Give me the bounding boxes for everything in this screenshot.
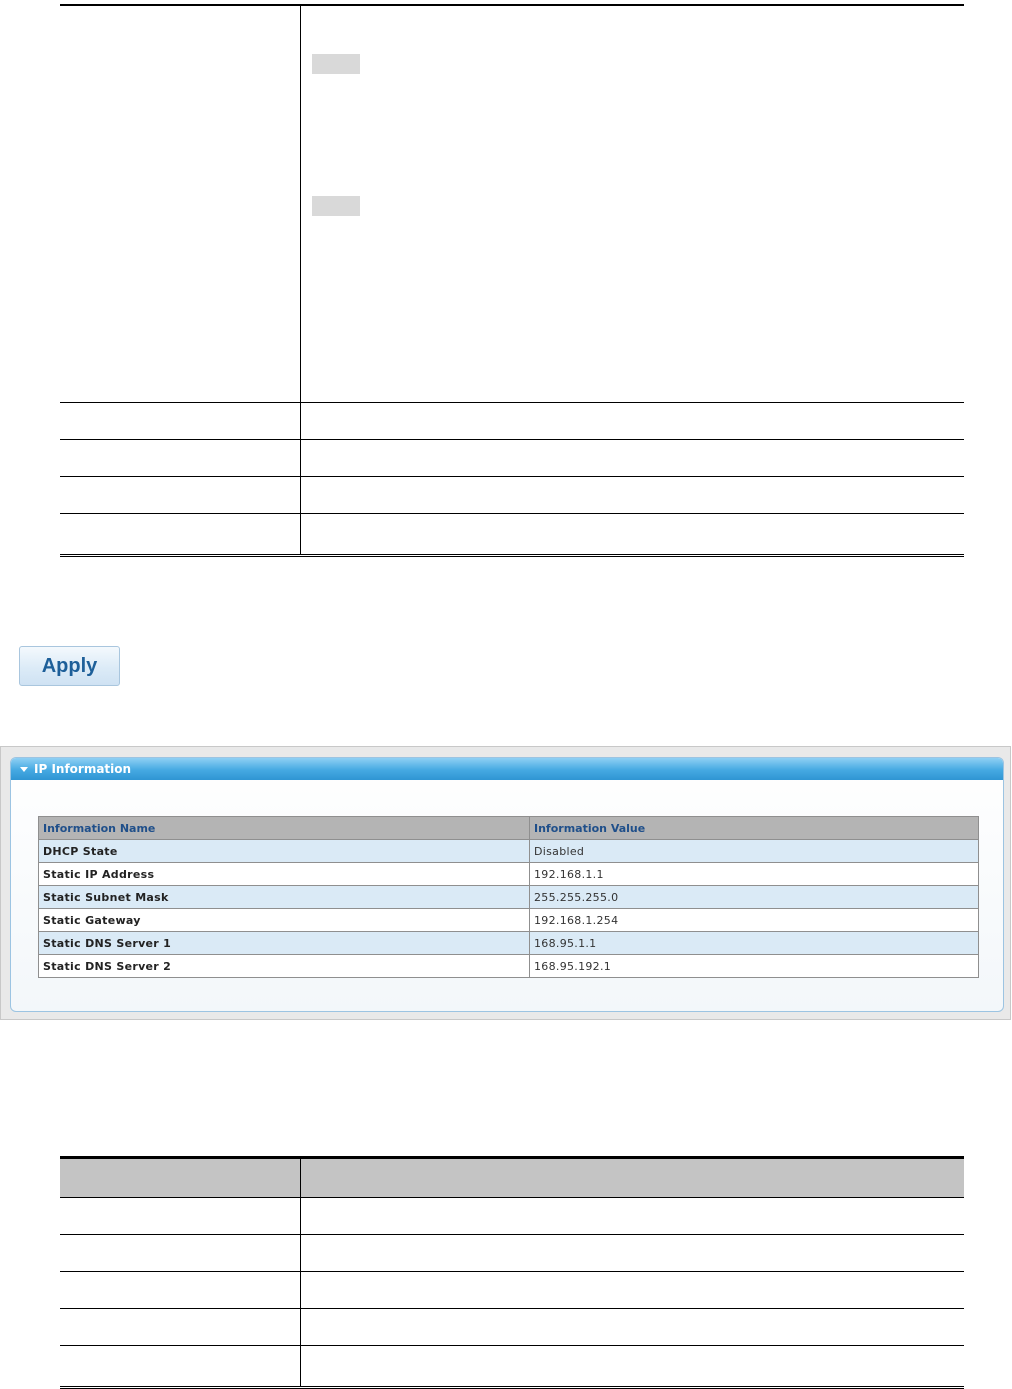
info-name: Static Gateway [39, 909, 530, 932]
row-divider [60, 402, 964, 403]
info-value: Disabled [530, 840, 979, 863]
info-value: 192.168.1.1 [530, 863, 979, 886]
row-divider [60, 1271, 964, 1272]
table-row [39, 932, 979, 955]
info-value: 168.95.1.1 [530, 932, 979, 955]
description-table-top [60, 4, 964, 557]
note-label-box [312, 54, 360, 74]
apply-button[interactable]: Apply [19, 646, 120, 686]
triangle-down-icon[interactable] [20, 767, 28, 772]
table-row [39, 886, 979, 909]
info-name: DHCP State [39, 840, 530, 863]
info-value: 192.168.1.254 [530, 909, 979, 932]
info-name: Static IP Address [39, 863, 530, 886]
column-header-name: Information Name [39, 817, 530, 840]
row-divider [60, 1345, 964, 1346]
ip-information-table [38, 816, 979, 978]
info-name: Static DNS Server 1 [39, 932, 530, 955]
table-row [39, 955, 979, 978]
description-table-bottom [60, 1156, 964, 1389]
note-label-box [312, 196, 360, 216]
table-row [39, 840, 979, 863]
table-row [39, 863, 979, 886]
info-value: 255.255.255.0 [530, 886, 979, 909]
row-divider [60, 439, 964, 440]
panel-title: IP Information [34, 762, 132, 776]
row-divider [60, 1197, 964, 1198]
row-divider [60, 513, 964, 514]
ip-information-panel [10, 757, 1004, 1012]
ip-information-frame [0, 746, 1011, 1020]
row-divider [60, 1234, 964, 1235]
info-value: 168.95.192.1 [530, 955, 979, 978]
column-header-value: Information Value [530, 817, 979, 840]
panel-header[interactable] [11, 758, 1003, 780]
row-divider [60, 1308, 964, 1309]
table-row [39, 909, 979, 932]
row-divider [60, 476, 964, 477]
column-divider [300, 1159, 301, 1386]
table-header-band [60, 1159, 964, 1197]
info-name: Static Subnet Mask [39, 886, 530, 909]
column-divider [300, 6, 301, 554]
info-name: Static DNS Server 2 [39, 955, 530, 978]
